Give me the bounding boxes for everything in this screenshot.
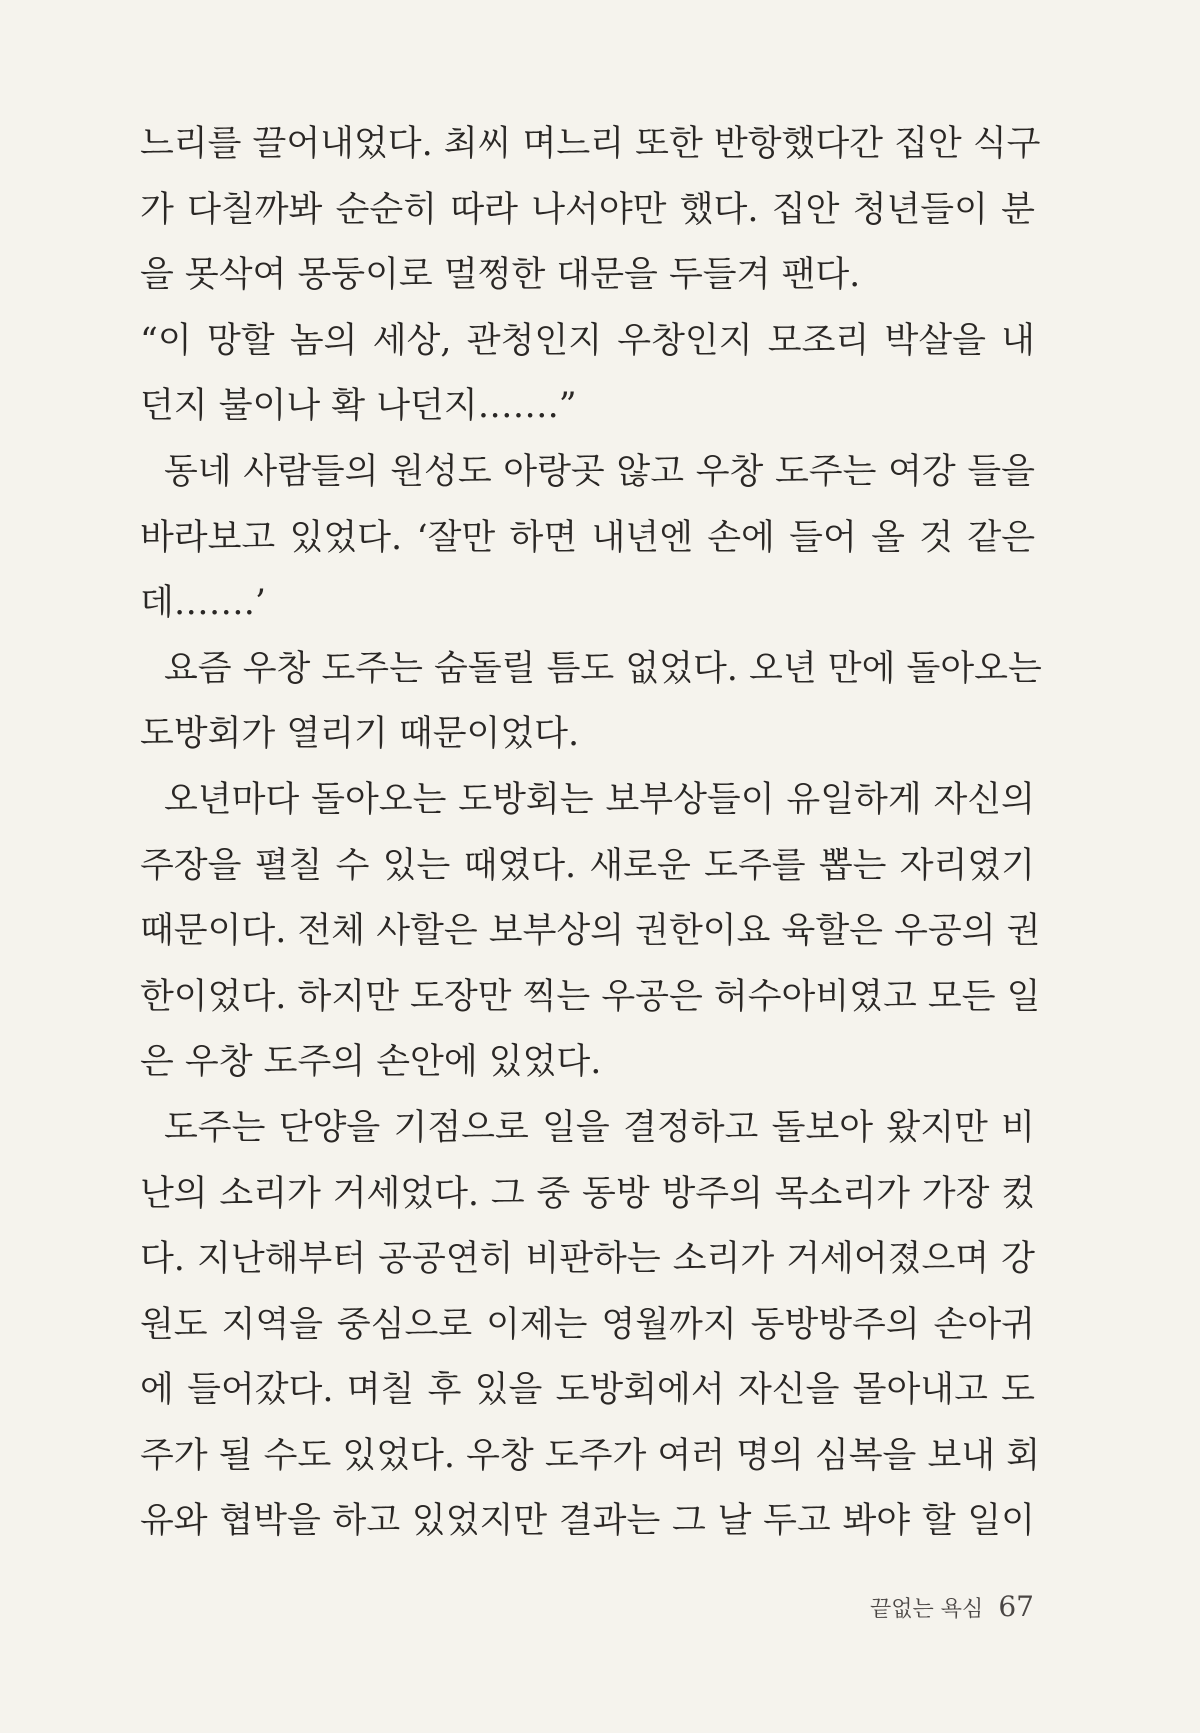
text-line: 오년마다 돌아오는 도방회는 보부상들이 유일하게 자신의 <box>164 779 1035 820</box>
text-line: 다. 지난해부터 공공연히 비판하는 소리가 거세어졌으며 강 <box>140 1239 1035 1280</box>
text-line: “이 망할 놈의 세상, 관청인지 우창인지 모조리 박살을 내 <box>140 320 1035 361</box>
text-line: 도주는 단양을 기점으로 일을 결정하고 돌보아 왔지만 비 <box>164 1107 1035 1148</box>
text-line: 을 못삭여 몽둥이로 멀쩡한 대문을 두들겨 팬다. <box>140 255 861 296</box>
page-number: 67 <box>998 1590 1034 1623</box>
text-line: 요즘 우창 도주는 숨돌릴 틈도 없었다. 오년 만에 돌아오는 <box>164 648 1042 689</box>
text-line: 유와 협박을 하고 있었지만 결과는 그 날 두고 봐야 할 일이 <box>140 1501 1035 1542</box>
text-line: 에 들어갔다. 며칠 후 있을 도방회에서 자신을 몰아내고 도 <box>140 1370 1035 1411</box>
page-footer <box>870 1590 1034 1623</box>
text-line: 원도 지역을 중심으로 이제는 영월까지 동방방주의 손아귀 <box>140 1304 1035 1345</box>
text-line: 주가 될 수도 있었다. 우창 도주가 여러 명의 심복을 보내 회 <box>140 1435 1041 1476</box>
text-line: 가 다칠까봐 순순히 따라 나서야만 했다. 집안 청년들이 분 <box>140 189 1035 230</box>
text-line: 주장을 펼칠 수 있는 때였다. 새로운 도주를 뽑는 자리였기 <box>140 845 1035 886</box>
text-line: 동네 사람들의 원성도 아랑곳 않고 우창 도주는 여강 들을 <box>164 451 1035 492</box>
text-line: 데…….’ <box>140 583 267 624</box>
text-line: 던지 불이나 확 나던지…….” <box>140 386 577 427</box>
text-line: 도방회가 열리기 때문이었다. <box>140 714 580 755</box>
text-line: 느리를 끌어내었다. 최씨 며느리 또한 반항했다간 집안 식구 <box>140 124 1041 164</box>
text-line: 바라보고 있었다. ‘잘만 하면 내년엔 손에 들어 올 것 같은 <box>140 517 1035 558</box>
text-line: 은 우창 도주의 손안에 있었다. <box>140 1042 602 1083</box>
body-text <box>140 112 1042 1555</box>
text-line: 난의 소리가 거세었다. 그 중 동방 방주의 목소리가 가장 컸 <box>140 1173 1035 1214</box>
text-line: 한이었다. 하지만 도장만 찍는 우공은 허수아비였고 모든 일 <box>140 976 1041 1017</box>
text-line: 때문이다. 전체 사할은 보부상의 권한이요 육할은 우공의 권 <box>140 911 1041 952</box>
running-title: 끝없는 욕심 <box>870 1597 984 1622</box>
